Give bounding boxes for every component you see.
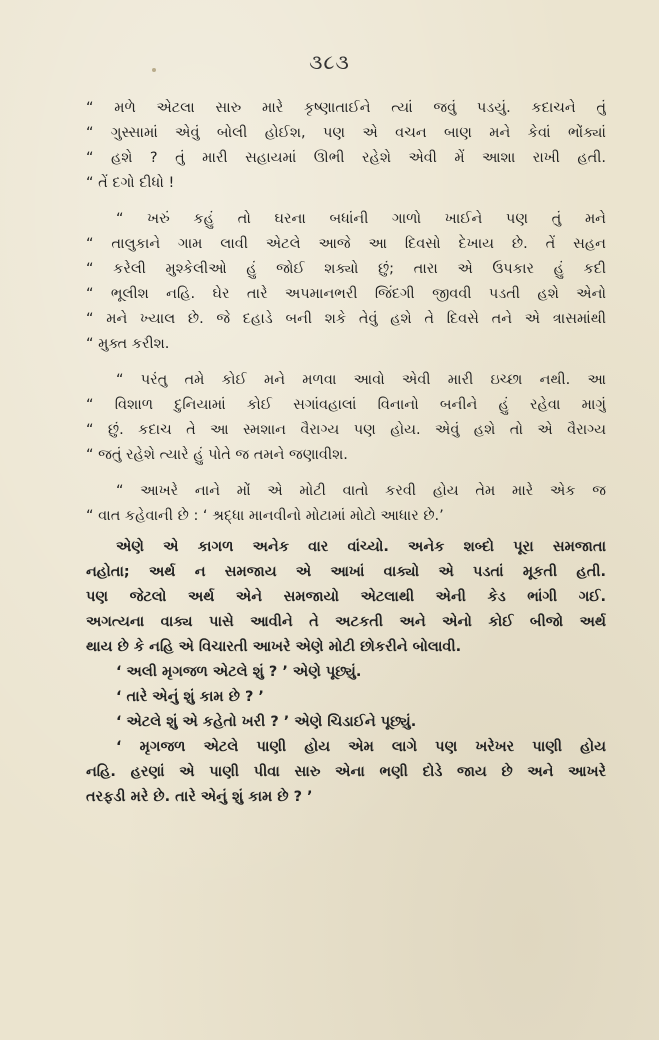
text-line: થાય છે કે નહિ એ વિચારતી આખરે એણે મોટી છોકરીને બોલાવી.	[86, 639, 462, 655]
paragraph	[86, 368, 606, 468]
text-line: “ વિશાળ દુનિયામાં કોઈ સગાંવહાલાં વિનાનો બનીને હું રહેવા માગું	[86, 397, 606, 413]
text-line: “ આખરે નાને મોં એ મોટી વાતો કરવી હોય તેમ મારે એક જ	[116, 483, 606, 499]
paragraph	[86, 660, 606, 685]
paragraph	[86, 207, 606, 357]
dialogue-line: ‘ અલી મૃગજળ એટલે શું ? ’ એણે પૂછ્યું.	[116, 664, 362, 680]
text-line: “ છું. કદાચ તે આ સ્મશાન વૈરાગ્ય પણ હોય. એવું હશે તો એ વૈરાગ્ય	[86, 422, 606, 438]
text-line: નહિ. હરણાં એ પાણી પીવા સારુ એના ભણી દોડે જાય છે અને આખરે	[86, 764, 606, 780]
text-line: “ ખરું કહું તો ઘરના બધાંની ગાળો ખાઈને પણ તું મને	[116, 211, 606, 227]
page-number: ૩૮૩	[309, 50, 350, 74]
text-line: “ કરેલી મુશ્કેલીઓ હું જોઈ શક્યો છું; તારા એ ઉપકાર હું કદી	[86, 261, 606, 277]
text-line: “ તેં દગો દીધો !	[86, 175, 175, 191]
text-line: એણે એ કાગળ અનેક વાર વાંચ્યો. અનેક શબ્દો પૂરા સમજાતા	[116, 539, 606, 555]
body-text	[86, 96, 606, 810]
paragraph	[86, 535, 606, 660]
text-line: નહોતા; અર્થ ન સમજાય એ આખાં વાક્યો એ પડતાં મૂકતી હતી.	[86, 564, 606, 580]
text-line: “ તાલુકાને ગામ લાવી એટલે આજે આ દિવસો દેખાય છે. તેં સહન	[86, 236, 606, 252]
paper-speck	[152, 68, 156, 72]
text-line: ‘ મૃગજળ એટલે પાણી હોય એમ લાગે પણ ખરેખર પાણી હોય	[116, 739, 606, 755]
paragraph	[86, 96, 606, 196]
text-line: “ જતું રહેશે ત્યારે હું પોતે જ તમને જણાવીશ.	[86, 447, 348, 463]
text-line: “ ગુસ્સામાં એવું બોલી હોઈશ, પણ એ વચન બાણ મને કેવાં ભોંક્યાં	[86, 125, 606, 141]
text-line: “ મુક્ત કરીશ.	[86, 336, 170, 352]
paragraph	[86, 685, 606, 710]
text-line: “ મળે એટલા સારુ મારે કૃષ્ણાતાઈને ત્યાં જવું પડયું. કદાચને તું	[86, 100, 606, 116]
paragraph	[86, 735, 606, 810]
dialogue-line: ‘ તારે એનું શું કામ છે ? ’	[116, 689, 264, 705]
paragraph	[86, 710, 606, 735]
text-line: “ ભૂલીશ નહિ. ઘેર તારે અપમાનભરી જિંદગી જીવવી પડતી હશે એનો	[86, 286, 606, 302]
text-line: અગત્યના વાક્ય પાસે આવીને તે અટકતી અને એનો કોઈ બીજો અર્થ	[86, 614, 606, 630]
text-line: પણ જેટલો અર્થ એને સમજાયો એટલાથી એની કેડ ભાંગી ગઈ.	[86, 589, 606, 605]
dialogue-line: ‘ એટલે શું એ કહેતો ખરી ? ’ એણે ચિડાઈને પૂછ્યું.	[116, 714, 417, 730]
text-line: તરફડી મરે છે. તારે એનું શું કામ છે ? ’	[86, 789, 313, 805]
text-line: “ વાત કહેવાની છે : ‘ શ્રદ્ધા માનવીનો મોટામાં મોટો આધાર છે.’	[86, 508, 444, 524]
paragraph	[86, 479, 606, 529]
text-line: “ હશે ? તું મારી સહાયમાં ઊભી રહેશે એવી મેં આશા રાખી હતી.	[86, 150, 606, 166]
text-line: “ મને ખ્યાલ છે. જે દહાડે બની શકે તેવું હશે તે દિવસે તને એ ત્રાસમાંથી	[86, 311, 606, 327]
text-line: “ પરંતુ તમે કોઈ મને મળવા આવો એવી મારી ઇચ્છા નથી. આ	[116, 372, 606, 388]
